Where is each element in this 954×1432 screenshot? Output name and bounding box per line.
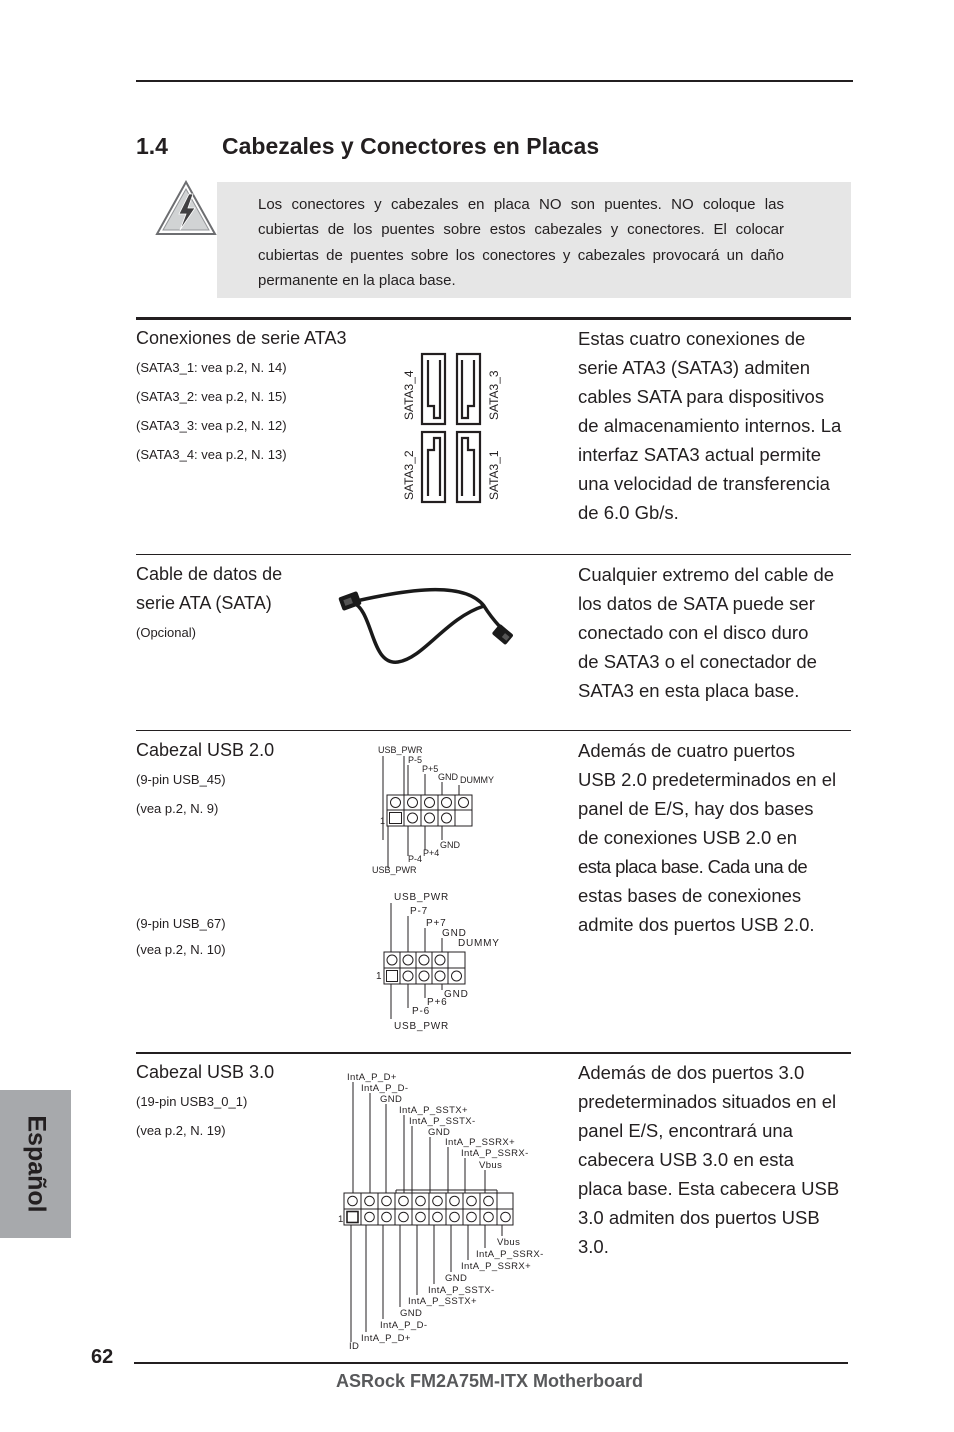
- usb3-section-rule: [136, 1052, 851, 1054]
- usb2-h1-top-2: P+5: [422, 764, 439, 774]
- usb3-top-1: IntA_P_D-: [361, 1083, 409, 1094]
- usb2-title: Cabezal USB 2.0: [136, 740, 275, 760]
- usb3-top-2: GND: [380, 1094, 403, 1105]
- usb2-header1-ref: (vea p.2, N. 9): [136, 801, 219, 816]
- usb3-top-6: IntA_P_SSRX+: [445, 1137, 516, 1148]
- usb2-section-rule: [136, 730, 851, 731]
- usb3-top-3: IntA_P_SSTX+: [399, 1105, 468, 1116]
- usb2-h2-top-3: GND: [442, 928, 467, 939]
- usb2-h2-bot-3: USB_PWR: [394, 1021, 450, 1032]
- top-rule: [136, 80, 853, 82]
- section-heading: [136, 133, 599, 160]
- usb2-h2-bot-0: GND: [444, 989, 469, 1000]
- sata-connectors-diagram: [396, 350, 506, 508]
- usb3-bot-6: GND: [400, 1308, 423, 1319]
- usb2-h1-top-0: USB_PWR: [378, 745, 423, 755]
- usb2-h1-bot-1: P+4: [423, 848, 440, 858]
- usb2-h2-top-4: DUMMY: [458, 938, 500, 949]
- usb2-h2-pin1: 1: [376, 971, 383, 982]
- usb3-top-8: Vbus: [479, 1160, 503, 1171]
- sata-ref-2: (SATA3_2: vea p.2, N. 15): [136, 389, 287, 404]
- usb3-header-diagram: [336, 1066, 556, 1352]
- usb2-h1-top-3: GND: [438, 772, 458, 782]
- sata-ref-3: (SATA3_3: vea p.2, N. 12): [136, 418, 287, 433]
- cable-optional: (Opcional): [136, 625, 196, 640]
- usb2-h2-top-1: P-7: [410, 906, 428, 917]
- sata3-3-label: SATA3_3: [487, 370, 501, 420]
- cable-title-line2: serie ATA (SATA): [136, 593, 272, 613]
- language-tab-label: Español: [22, 1115, 50, 1213]
- usb3-top-4: IntA_P_SSTX-: [409, 1116, 476, 1127]
- usb2-h1-top-4: DUMMY: [460, 775, 494, 785]
- usb2-header1-diagram: [368, 740, 508, 880]
- usb3-pin1: 1: [338, 1214, 344, 1225]
- usb3-title: Cabezal USB 3.0: [136, 1062, 275, 1082]
- sata-title: Conexiones de serie ATA3: [136, 328, 347, 348]
- page-number: 62: [91, 1346, 114, 1368]
- note-text: Los conectores y cabezales en placa NO son puentes. NO coloque las cubiertas de los puentes sobre estos cabezales y conectores. El colocar cubiertas de puentes sobre los conectores y cabezales provocará un daño permanente en la placa base.: [258, 196, 784, 289]
- usb2-h1-bot-2: P-4: [408, 854, 423, 864]
- usb2-h1-top-1: P-5: [408, 755, 423, 765]
- language-tab: [0, 1090, 71, 1238]
- warning-lightning-icon: [155, 180, 217, 238]
- usb3-bot-1: IntA_P_SSRX-: [476, 1249, 544, 1260]
- sata3-2-label: SATA3_2: [402, 450, 416, 500]
- usb2-h2-bot-2: P-6: [412, 1006, 430, 1017]
- usb3-bot-5: IntA_P_SSTX+: [408, 1296, 477, 1307]
- usb3-top-7: IntA_P_SSRX-: [461, 1148, 529, 1159]
- section-title: Cabezales y Conectores en Placas: [222, 133, 600, 159]
- usb3-description: Además de dos puertos 3.0 predeterminados situados en el panel E/S, encontrará una cabecera USB 3.0 en esta placa base. Esta cabecera USB 3.0 admiten dos puertos USB 3.0.: [578, 1062, 840, 1257]
- sata-description: Estas cuatro conexiones de serie ATA3 (SATA3) admiten cables SATA para dispositivos de almacenamiento internos. La interfaz SATA3 actual permite una velocidad de transferencia de 6.0 Gb/s.: [578, 328, 842, 523]
- usb3-top-0: IntA_P_D+: [347, 1072, 397, 1083]
- usb2-header1-pins: (9-pin USB_45): [136, 772, 226, 787]
- usb2-h2-bot-1: P+6: [427, 997, 448, 1008]
- usb3-bot-0: Vbus: [497, 1237, 521, 1248]
- sata-cable-image: [334, 576, 520, 672]
- cable-description: Cualquier extremo del cable de los datos de SATA puede ser conectado con el disco duro de SATA3 o el conectador de SATA3 en esta placa base.: [578, 564, 835, 701]
- usb3-pins: (19-pin USB3_0_1): [136, 1094, 248, 1109]
- usb2-h1-pin1: 1: [380, 816, 386, 826]
- usb3-bot-4: IntA_P_SSTX-: [428, 1285, 495, 1296]
- section-number: 1.4: [136, 133, 168, 159]
- usb2-description: Además de cuatro puertos USB 2.0 predeterminados en el panel de E/S, hay dos bases de conexiones USB 2.0 en esta placa base. Cada una de estas bases de conexiones admite dos puertos USB 2.0.: [578, 740, 837, 935]
- usb3-bot-3: GND: [445, 1273, 468, 1284]
- sata3-1-label: SATA3_1: [487, 450, 501, 500]
- usb3-bot-2: IntA_P_SSRX+: [461, 1261, 532, 1272]
- footer-rule: [134, 1362, 848, 1364]
- usb3-ref: (vea p.2, N. 19): [136, 1123, 226, 1138]
- sata-ref-1: (SATA3_1: vea p.2, N. 14): [136, 360, 287, 375]
- usb2-header2-ref: (vea p.2, N. 10): [136, 942, 226, 957]
- footer-title: ASRock FM2A75M-ITX Motherboard: [336, 1371, 644, 1391]
- usb3-bot-9: ID: [349, 1341, 360, 1352]
- sata3-4-label: SATA3_4: [402, 370, 416, 420]
- sata-section-rule: [136, 317, 851, 320]
- usb2-h1-bot-0: GND: [440, 840, 460, 850]
- usb3-top-5: GND: [428, 1127, 451, 1138]
- usb2-h2-top-0: USB_PWR: [394, 892, 450, 903]
- sata-ref-4: (SATA3_4: vea p.2, N. 13): [136, 447, 287, 462]
- usb3-bot-8: IntA_P_D+: [361, 1333, 411, 1344]
- usb2-header2-diagram: [372, 886, 512, 1034]
- cable-title-line1: Cable de datos de: [136, 564, 283, 584]
- cable-section-rule: [136, 554, 851, 555]
- usb2-h1-bot-3: USB_PWR: [372, 865, 417, 875]
- usb3-bot-7: IntA_P_D-: [380, 1320, 428, 1331]
- usb2-header2-pins: (9-pin USB_67): [136, 916, 226, 931]
- usb2-h2-top-2: P+7: [426, 918, 447, 929]
